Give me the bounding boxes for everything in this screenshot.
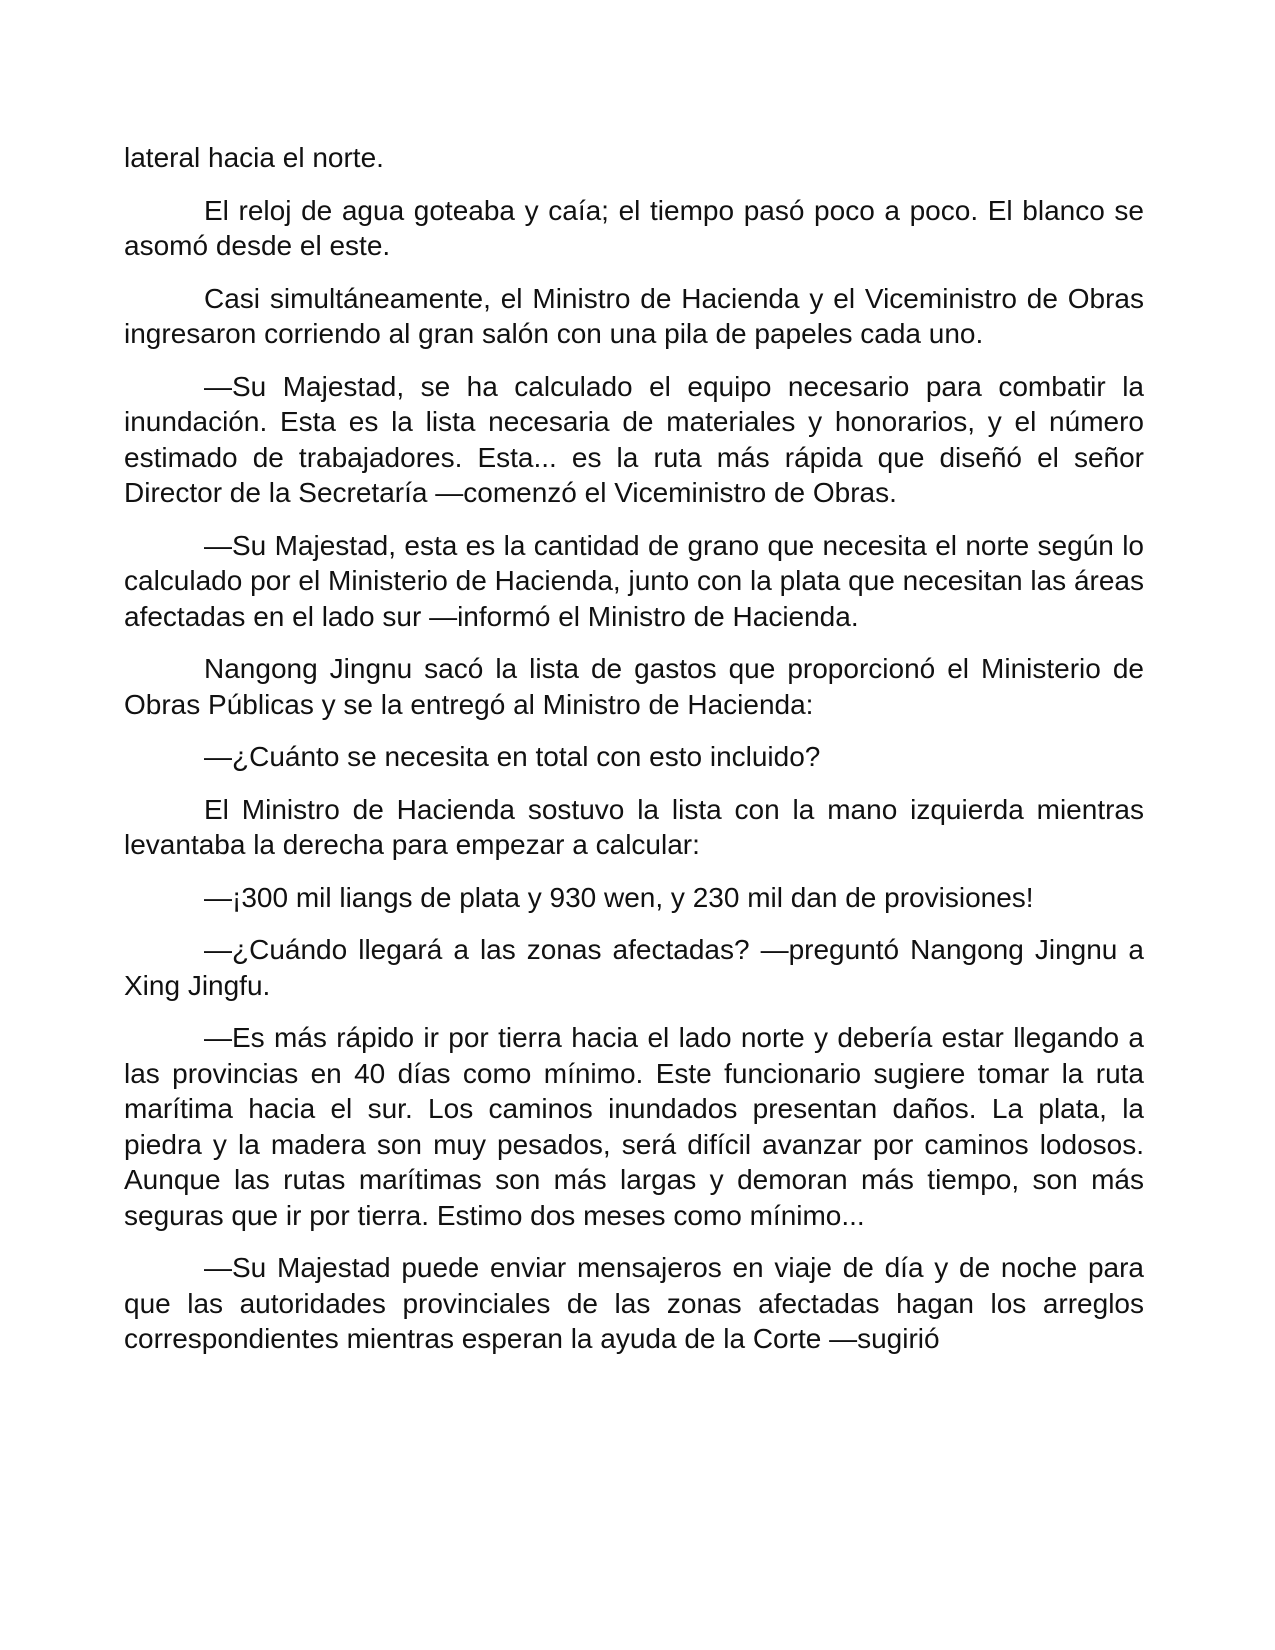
paragraph: —Su Majestad, esta es la cantidad de grano que necesita el norte según lo calculado por el Ministerio de Hacienda, junto con la plata que necesitan las áreas afectadas en el lado sur —informó el Ministro de Hacienda. (124, 529, 1144, 632)
paragraph: —¿Cuándo llegará a las zonas afectadas? —preguntó Nangong Jingnu a Xing Jingfu. (124, 934, 1144, 1001)
paragraph: —Su Majestad puede enviar mensajeros en viaje de día y de noche para que las autoridades provinciales de las zonas afectadas hagan los arreglos correspondientes mientras esperan la ayuda de la Corte —sugirió (124, 1252, 1144, 1354)
paragraph: —¿Cuánto se necesita en total con esto incluido? (204, 741, 821, 772)
paragraph: lateral hacia el norte. (124, 142, 384, 173)
paragraph: Nangong Jingnu sacó la lista de gastos que proporcionó el Ministerio de Obras Públicas y se la entregó al Ministro de Hacienda: (124, 653, 1144, 720)
document-page (124, 140, 1144, 1374)
paragraph: El Ministro de Hacienda sostuvo la lista con la mano izquierda mientras levantaba la derecha para empezar a calcular: (124, 793, 1144, 860)
paragraph: —Su Majestad, se ha calculado el equipo necesario para combatir la inundación. Esta es la lista necesaria de materiales y honorarios, y el número estimado de trabajadores. Esta... es la ruta más rápida que diseñó el señor Director de la Secretaría —comenzó el Viceministro de Obras. (124, 370, 1144, 508)
paragraph: El reloj de agua goteaba y caía; el tiempo pasó poco a poco. El blanco se asomó desde el este. (124, 194, 1144, 261)
paragraph: —Es más rápido ir por tierra hacia el lado norte y debería estar llegando a las provincias en 40 días como mínimo. Este funcionario sugiere tomar la ruta marítima hacia el sur. Los caminos inundados presentan daños. La plata, la piedra y la madera son muy pesados, será difícil avanzar por caminos lodosos. Aunque las rutas marítimas son más largas y demoran más tiempo, son más seguras que ir por tierra. Estimo dos meses como mínimo... (124, 1022, 1144, 1231)
paragraph: —¡300 mil liangs de plata y 930 wen, y 230 mil dan de provisiones! (204, 881, 1034, 913)
paragraph: Casi simultáneamente, el Ministro de Hacienda y el Viceministro de Obras ingresaron corriendo al gran salón con una pila de papeles cada uno. (124, 282, 1144, 349)
